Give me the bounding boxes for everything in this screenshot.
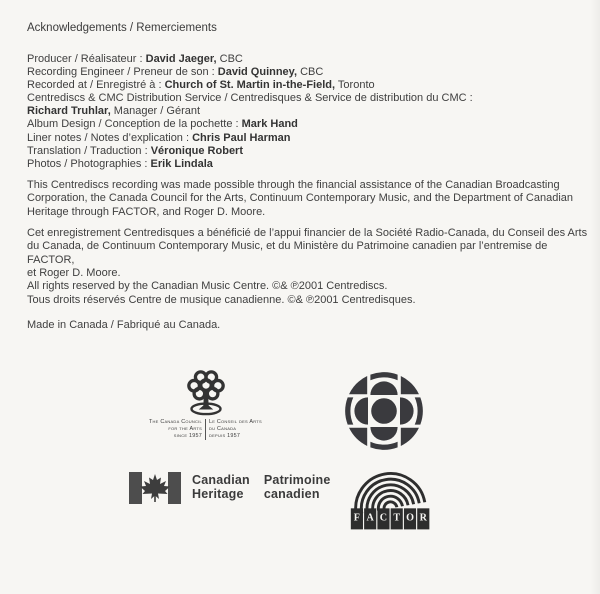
credit-name: Erik Lindala — [150, 157, 213, 170]
canada-council-wordmark — [132, 419, 292, 440]
credit-role: Photos / Photographies : — [27, 157, 151, 170]
cc-line: since 1957 — [173, 432, 202, 439]
credit-line-producer — [27, 53, 587, 66]
credit-line-photos — [27, 158, 587, 171]
credit-org: Manager / Gérant — [110, 105, 201, 118]
heritage-text-fr — [264, 474, 331, 501]
canada-council-text-en — [132, 419, 202, 439]
factor-letter: A — [366, 512, 374, 524]
credit-name: Chris Paul Harman — [192, 131, 291, 144]
credit-role: Recorded at / Enregistré à : — [27, 79, 165, 92]
credit-org: CBC — [297, 66, 324, 79]
cc-line: for the Arts — [168, 425, 202, 432]
paragraph-line: et Roger D. Moore. — [27, 267, 121, 280]
credit-role: Album Design / Conception de la pochette : — [27, 118, 242, 131]
credit-role: Translation / Traduction : — [27, 144, 151, 157]
factor-letter: T — [393, 512, 401, 524]
credit-line-distribution — [27, 92, 587, 105]
paragraph-line: Corporation, the Canada Council for the Arts, Continuum Contemporary Music, and the Department of Canadian — [27, 192, 574, 205]
cc-line: Le Conseil des Arts — [209, 419, 262, 425]
cc-line: du Canada — [209, 425, 237, 432]
credit-line-recorded-at — [27, 79, 587, 92]
credit-org: Toronto — [335, 79, 375, 92]
heritage-text-en — [192, 474, 250, 501]
credit-role: Liner notes / Notes d’explication : — [27, 131, 193, 144]
factor-letter: R — [419, 512, 427, 524]
canadian-heritage-wordmark — [192, 474, 330, 501]
made-in-canada: Made in Canada / Fabriqué au Canada. — [27, 319, 221, 331]
factor-arcs-icon — [350, 512, 431, 535]
credit-name: David Jaeger, — [145, 53, 217, 65]
cbc-logo — [344, 371, 424, 456]
heritage-line: canadien — [263, 486, 320, 501]
paragraph-line: This Centrediscs recording was made possible through the financial assistance of the Canadian Broadcasting — [27, 179, 560, 191]
factor-letter: F — [353, 512, 360, 524]
credit-name: Richard Truhlar, — [27, 105, 111, 118]
cbc-gem-icon — [344, 438, 424, 455]
page-title: Acknowledgements / Remerciements — [27, 22, 217, 34]
credit-line-liner-notes — [27, 132, 587, 145]
factor-logo — [350, 463, 431, 536]
credit-name: David Quinney, — [217, 66, 298, 79]
rights-line-english: All rights reserved by the Canadian Music Centre. ©& ℗2001 Centrediscs. — [27, 280, 388, 292]
credit-name: Mark Hand — [241, 118, 298, 131]
credit-org: CBC — [216, 53, 243, 65]
canada-flag-icon — [129, 491, 181, 508]
credits-list — [27, 53, 587, 171]
cc-line: depuis 1957 — [209, 432, 241, 439]
credit-role: Producer / Réalisateur : — [27, 53, 146, 65]
credit-line-engineer — [27, 66, 587, 79]
rights-line-french: Tous droits réservés Centre de musique canadienne. ©& ℗2001 Centredisques. — [27, 294, 416, 306]
canada-council-text-fr — [209, 419, 262, 439]
rights-notice — [27, 279, 587, 307]
funding-paragraph-french — [27, 227, 592, 281]
credit-role: Recording Engineer / Preneur de son : — [27, 66, 218, 79]
paragraph-line: Heritage through FACTOR, and Roger D. Moore. — [27, 205, 266, 218]
maple-leaf-icon — [140, 474, 170, 502]
paragraph-line: du Canada, de Continuum Contemporary Music, et du Ministère du Patrimoine canadien par l’entremise de FACTOR, — [27, 240, 548, 266]
credit-name: Véronique Robert — [150, 144, 244, 157]
credit-line-translation — [27, 145, 587, 158]
credit-line-manager — [27, 105, 587, 118]
canadian-heritage-logo — [129, 472, 181, 509]
credit-name: Church of St. Martin in-the-Field, — [164, 79, 336, 92]
heritage-line: Canadian — [192, 473, 250, 487]
cc-line: The Canada Council — [148, 419, 202, 425]
heritage-line: Patrimoine — [263, 473, 331, 487]
divider — [205, 419, 206, 440]
credit-role: Centrediscs & CMC Distribution Service / Centredisques & Service de distribution du CMC : — [27, 92, 473, 105]
credit-line-album-design — [27, 118, 587, 131]
paragraph-line: Cet enregistrement Centredisques a bénéficié de l’appui financier de la Société Radio-Canada, du Conseil des Arts — [27, 227, 588, 239]
canada-council-logo — [173, 369, 239, 422]
factor-letter: O — [406, 512, 414, 524]
factor-letter: C — [379, 512, 388, 524]
heritage-line: Heritage — [192, 486, 244, 501]
funding-paragraph-english — [27, 179, 592, 219]
